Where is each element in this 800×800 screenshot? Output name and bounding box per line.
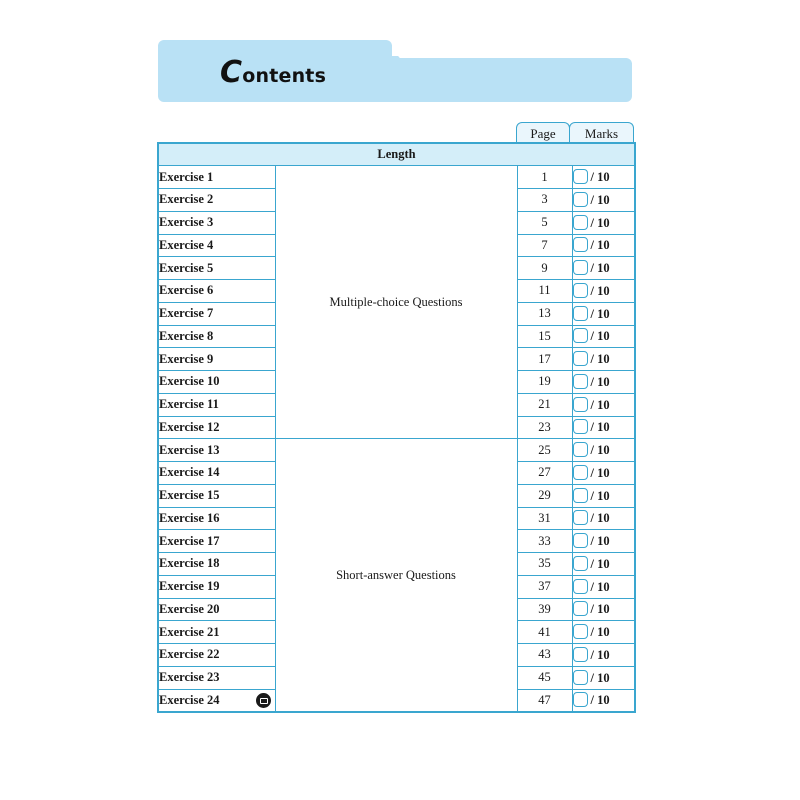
exercise-label: Exercise 2 [159, 192, 214, 207]
page-number: 27 [517, 462, 572, 485]
exercise-label: Exercise 3 [159, 215, 214, 230]
page-number: 25 [517, 439, 572, 462]
marks-total: / 10 [590, 511, 610, 526]
marks-total: / 10 [590, 488, 610, 503]
marks-total: / 10 [590, 534, 610, 549]
exercise-cell[interactable] [158, 439, 275, 462]
page-number: 47 [517, 689, 572, 712]
exercise-cell[interactable] [158, 371, 275, 394]
marks-total: / 10 [590, 215, 610, 230]
marks-total: / 10 [590, 602, 610, 617]
page-number: 39 [517, 598, 572, 621]
marks-cell [572, 621, 635, 644]
exercise-label: Exercise 17 [159, 533, 220, 548]
exercise-label: Exercise 1 [159, 169, 214, 184]
marks-cell [572, 280, 635, 303]
page-number: 19 [517, 371, 572, 394]
exercise-cell[interactable] [158, 575, 275, 598]
page-number: 21 [517, 393, 572, 416]
exercise-cell[interactable] [158, 598, 275, 621]
marks-cell [572, 348, 635, 371]
score-box[interactable] [573, 169, 588, 184]
marks-cell [572, 462, 635, 485]
marks-total: / 10 [590, 670, 610, 685]
page-number: 29 [517, 484, 572, 507]
score-box[interactable] [573, 351, 588, 366]
exercise-cell[interactable] [158, 530, 275, 553]
question-type-label: Short-answer Questions [275, 439, 517, 712]
page-number: 43 [517, 644, 572, 667]
score-box[interactable] [573, 306, 588, 321]
exercise-cell[interactable] [158, 348, 275, 371]
marks-total: / 10 [590, 647, 610, 662]
page-number: 3 [517, 189, 572, 212]
page-number: 1 [517, 166, 572, 189]
score-box[interactable] [573, 488, 588, 503]
score-box[interactable] [573, 419, 588, 434]
marks-total: / 10 [590, 693, 610, 708]
marks-cell [572, 371, 635, 394]
exercise-cell[interactable] [158, 553, 275, 576]
marks-total: / 10 [590, 192, 610, 207]
marks-total: / 10 [590, 283, 610, 298]
marks-cell [572, 257, 635, 280]
marks-total: / 10 [590, 397, 610, 412]
exercise-label: Exercise 5 [159, 260, 214, 275]
exercise-label: Exercise 23 [159, 670, 220, 685]
exercise-cell[interactable] [158, 280, 275, 303]
exercise-label: Exercise 22 [159, 647, 220, 662]
score-box[interactable] [573, 328, 588, 343]
marks-cell [572, 644, 635, 667]
marks-cell [572, 393, 635, 416]
exercise-label: Exercise 16 [159, 510, 220, 525]
page-title [220, 53, 326, 96]
page-number: 15 [517, 325, 572, 348]
marks-total: / 10 [590, 465, 610, 480]
exercise-cell[interactable] [158, 302, 275, 325]
exercise-cell[interactable] [158, 621, 275, 644]
marks-total: / 10 [590, 306, 610, 321]
marks-total: / 10 [590, 170, 610, 185]
marks-cell [572, 484, 635, 507]
exercise-cell[interactable] [158, 325, 275, 348]
score-box[interactable] [573, 647, 588, 662]
table-row [158, 439, 635, 462]
exercise-cell[interactable] [158, 166, 275, 189]
section-header-row [158, 143, 635, 166]
exercise-cell[interactable] [158, 234, 275, 257]
exercise-cell[interactable] [158, 416, 275, 439]
score-box[interactable] [573, 579, 588, 594]
exercise-label: Exercise 20 [159, 601, 220, 616]
exercise-cell[interactable] [158, 484, 275, 507]
calculator-icon [256, 693, 271, 708]
marks-total: / 10 [590, 443, 610, 458]
page-number: 5 [517, 211, 572, 234]
column-tab-page: Page [516, 122, 570, 142]
marks-cell [572, 416, 635, 439]
marks-total: / 10 [590, 238, 610, 253]
page-number: 45 [517, 666, 572, 689]
score-box[interactable] [573, 397, 588, 412]
score-box[interactable] [573, 556, 588, 571]
exercise-cell[interactable] [158, 257, 275, 280]
marks-cell [572, 575, 635, 598]
exercise-label: Exercise 24 [159, 692, 220, 707]
exercise-label: Exercise 10 [159, 374, 220, 389]
exercise-label: Exercise 7 [159, 306, 214, 321]
marks-cell [572, 507, 635, 530]
score-box[interactable] [573, 260, 588, 275]
title-initial: C [220, 55, 243, 90]
page-number: 35 [517, 553, 572, 576]
marks-total: / 10 [590, 625, 610, 640]
page-number: 33 [517, 530, 572, 553]
exercise-label: Exercise 15 [159, 488, 220, 503]
exercise-cell[interactable] [158, 507, 275, 530]
score-box[interactable] [573, 465, 588, 480]
score-box[interactable] [573, 692, 588, 707]
page-number: 9 [517, 257, 572, 280]
page-number: 37 [517, 575, 572, 598]
exercise-label: Exercise 9 [159, 351, 214, 366]
exercise-cell[interactable] [158, 644, 275, 667]
score-box[interactable] [573, 442, 588, 457]
score-box[interactable] [573, 670, 588, 685]
marks-total: / 10 [590, 420, 610, 435]
table-row [158, 166, 635, 189]
marks-cell [572, 553, 635, 576]
marks-total: / 10 [590, 556, 610, 571]
page-number: 13 [517, 302, 572, 325]
exercise-cell[interactable] [158, 462, 275, 485]
page-number: 31 [517, 507, 572, 530]
marks-cell [572, 325, 635, 348]
exercise-label: Exercise 13 [159, 442, 220, 457]
exercise-label: Exercise 12 [159, 419, 220, 434]
page-number: 41 [517, 621, 572, 644]
marks-total: / 10 [590, 352, 610, 367]
score-box[interactable] [573, 192, 588, 207]
page-number: 11 [517, 280, 572, 303]
marks-cell [572, 166, 635, 189]
question-type-label: Multiple-choice Questions [275, 166, 517, 439]
exercise-label: Exercise 21 [159, 624, 220, 639]
score-box[interactable] [573, 283, 588, 298]
contents-body [158, 166, 635, 712]
marks-cell [572, 666, 635, 689]
marks-cell [572, 189, 635, 212]
section-title: Length [158, 143, 635, 166]
exercise-cell[interactable] [158, 211, 275, 234]
exercise-label: Exercise 19 [159, 579, 220, 594]
score-box[interactable] [573, 215, 588, 230]
score-box[interactable] [573, 533, 588, 548]
marks-cell [572, 302, 635, 325]
score-box[interactable] [573, 624, 588, 639]
exercise-cell[interactable] [158, 689, 275, 712]
exercise-label: Exercise 18 [159, 556, 220, 571]
page-number: 7 [517, 234, 572, 257]
marks-cell [572, 234, 635, 257]
exercise-cell[interactable] [158, 393, 275, 416]
marks-total: / 10 [590, 329, 610, 344]
score-box[interactable] [573, 601, 588, 616]
contents-table [157, 142, 636, 713]
exercise-label: Exercise 11 [159, 397, 219, 412]
title-rest: ontents [242, 65, 327, 87]
page-number: 17 [517, 348, 572, 371]
column-tab-marks: Marks [569, 122, 634, 142]
marks-cell [572, 598, 635, 621]
exercise-cell[interactable] [158, 189, 275, 212]
score-box[interactable] [573, 374, 588, 389]
exercise-label: Exercise 14 [159, 465, 220, 480]
marks-cell [572, 530, 635, 553]
page-number: 23 [517, 416, 572, 439]
score-box[interactable] [573, 510, 588, 525]
marks-total: / 10 [590, 261, 610, 276]
marks-cell [572, 211, 635, 234]
marks-cell [572, 689, 635, 712]
exercise-cell[interactable] [158, 666, 275, 689]
score-box[interactable] [573, 237, 588, 252]
marks-total: / 10 [590, 374, 610, 389]
exercise-label: Exercise 4 [159, 237, 214, 252]
marks-cell [572, 439, 635, 462]
exercise-label: Exercise 8 [159, 328, 214, 343]
marks-total: / 10 [590, 579, 610, 594]
exercise-label: Exercise 6 [159, 283, 214, 298]
